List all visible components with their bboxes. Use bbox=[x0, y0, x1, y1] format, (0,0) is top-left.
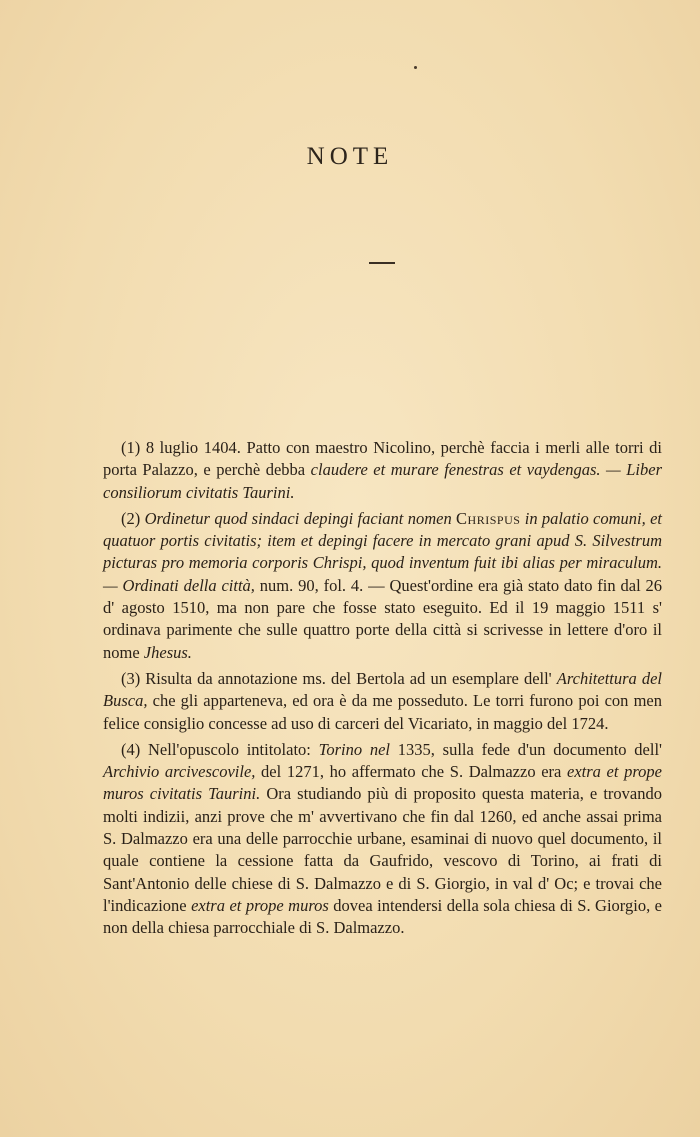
printer-speck bbox=[414, 66, 417, 69]
note-1 bbox=[103, 437, 662, 504]
note-2-segment: num. 90, fol. 4. — Quest'ordine era già stato dato fin dal 26 d' agosto 1510, ma non pare che fosse stato eseguito. Ed il 19 maggio 1511 s' ordinava parimente che sulle quattro porte della città si scrivesse in lettere d'oro il nome bbox=[103, 575, 663, 662]
note-4-segment: extra et prope muros civitatis Taurini. bbox=[103, 762, 662, 804]
note-4-segment: (4) Nell'opuscolo intitolato: bbox=[121, 739, 319, 759]
note-3-segment: Architettura del Busca, bbox=[103, 668, 662, 711]
note-2-segment: (2) bbox=[121, 508, 145, 528]
note-4-segment: Ora studiando più di proposito questa materia, e trovando molti indizii, anzi prove che m' avvertivano che fin dal 1260, ed anche assai prima S. Dalmazzo era una delle parrocchie urbane, esaminai di nuovo quel documento, il quale contiene la cessione fatta da Gaufrido, vescovo di Torino, ai frati di Sant'Antonio delle chiese di S. Dalmazzo e di S. Giorgio, in val d' Oc; e trovai che l'indicazione bbox=[103, 784, 662, 915]
note-2-segment: Jhesus. bbox=[143, 642, 192, 662]
note-1-segment: claudere et murare fenestras et vaydengas. — Liber consiliorum civitatis Taurini. bbox=[103, 460, 662, 502]
note-4-segment: del 1271, ho affermato che S. Dalmazzo era bbox=[255, 762, 568, 782]
note-3 bbox=[103, 668, 662, 735]
note-3-segment: (3) Risulta da annotazione ms. del Bertola ad un esemplare dell' bbox=[121, 668, 557, 688]
note-2-segment: Chrispus bbox=[456, 508, 521, 528]
note-2-segment: in palatio comuni, et quatuor portis civitatis; item et depingi facere in mercato grani apud S. Silvestrum picturas pro memoria corporis Chrispi, quod inventum fuit ibi alias per miraculum. — Ordinati della città, bbox=[103, 508, 662, 595]
note-1-segment: (1) 8 luglio 1404. Patto con maestro Nicolino, perchè faccia i merli alle torri di porta Palazzo, e perchè debba bbox=[103, 438, 662, 480]
note-4 bbox=[103, 739, 662, 940]
note-4-segment: dovea intendersi della sola chiesa di S. Giorgio, e non della chiesa parrocchiale di S. Dalmazzo. bbox=[103, 895, 662, 938]
note-3-segment: che gli apparteneva, ed ora è da me posseduto. Le torri furono poi con men felice consiglio concesse ad uso di carceri del Vicariato, in maggio del 1724. bbox=[103, 691, 662, 733]
note-4-segment: 1335, sulla fede d'un documento dell' bbox=[390, 739, 662, 759]
note-4-segment: extra et prope muros bbox=[191, 895, 329, 915]
note-2 bbox=[103, 508, 662, 664]
note-2-segment: Ordinetur quod sindaci depingi faciant nomen bbox=[144, 508, 457, 528]
notes-block bbox=[103, 437, 662, 940]
note-4-segment: Archivio arcivescovile, bbox=[103, 762, 256, 782]
note-4-segment: Torino nel bbox=[318, 739, 390, 759]
title-rule bbox=[369, 262, 395, 264]
page-title: NOTE bbox=[306, 143, 394, 170]
